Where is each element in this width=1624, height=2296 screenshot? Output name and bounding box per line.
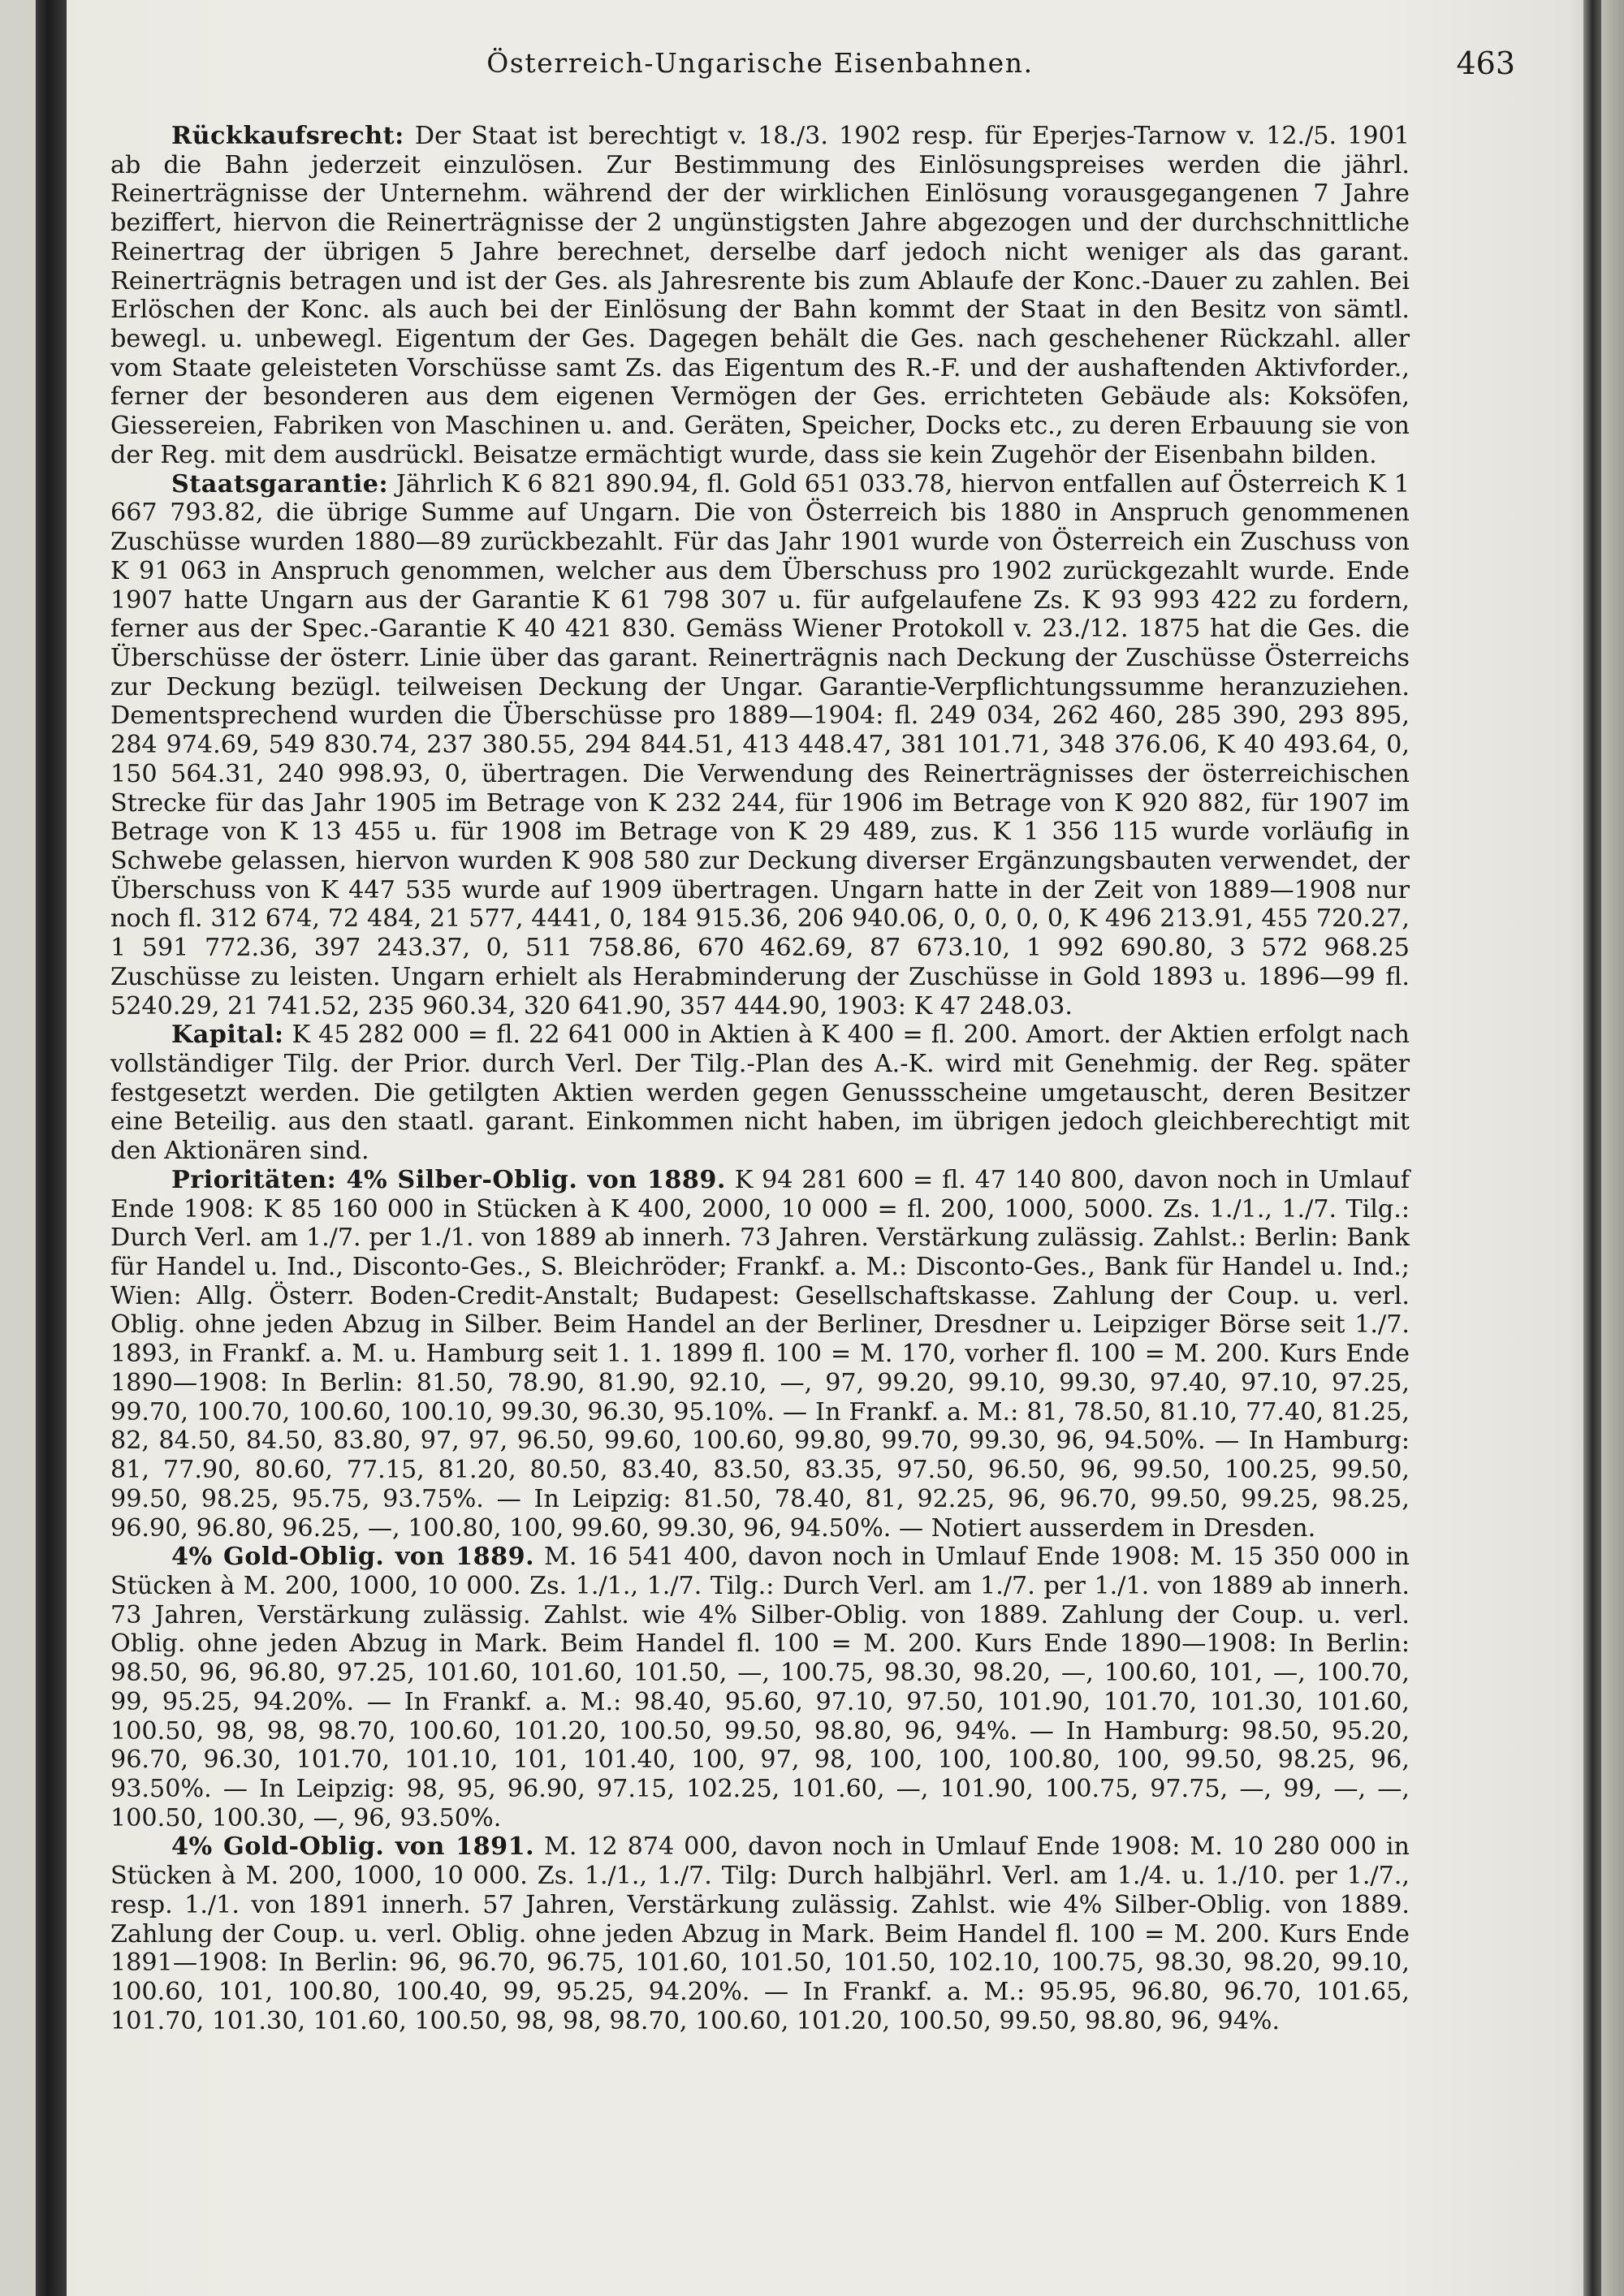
page-header: [110, 45, 1515, 88]
page-edge-right: [1601, 0, 1624, 2296]
page-body: [110, 122, 1410, 2035]
section-text: K 45 282 000 = fl. 22 641 000 in Aktien à K 400 = fl. 200. Amort. der Aktien erfolgt nach vollständiger Tilg. der Prior. durch Verl. Der Tilg.-Plan des A.-K. wird mit Genehmig. der Reg. später festgesetzt werden. Die getilgten Aktien werden gegen Genussscheine umgetauscht, deren Besitzer eine Beteilig. aus den staatl. garant. Einkommen nicht haben, im übrigen jedoch gleichberechtigt mit den Aktionären sind.: [110, 1021, 1410, 1166]
section-heading: 4% Gold-Oblig. von 1891.: [171, 1832, 535, 1862]
paragraph-kapital: [110, 1021, 1410, 1166]
section-text: M. 16 541 400, davon noch in Umlauf Ende 1908: M. 15 350 000 in Stücken à M. 200, 1000, 10 000. Zs. 1./1., 1./7. Tilg.: Durch Verl. am 1./7. per 1./1. von 1889 ab innerh. 73 Jahren, Verstärkung zulässig. Zahlst. wie 4% Silber-Oblig. von 1889. Zahlung der Coup. u. verl. Oblig. ohne jeden Abzug in Mark. Beim Handel fl. 100 = M. 200. Kurs Ende 1890—1908: In Berlin: 98.50, 96, 96.80, 97.25, 101.60, 101.60, 101.50, —, 100.75, 98.30, 98.20, —, 100.60, 101, —, 100.70, 99, 95.25, 94.20%. — In Frankf. a. M.: 98.40, 95.60, 97.10, 97.50, 101.90, 101.70, 101.30, 101.60, 100.50, 98, 98, 98.70, 100.60, 101.20, 100.50, 99.50, 98.80, 96, 94%. — In Hamburg: 98.50, 95.20, 96.70, 96.30, 101.70, 101.10, 101, 101.40, 100, 97, 98, 100, 100, 100.80, 100, 99.50, 98.25, 96, 93.50%. — In Leipzig: 98, 95, 96.90, 97.15, 102.25, 101.60, —, 101.90, 100.75, 97.75, —, 99, —, —, 100.50, 100.30, —, 96, 93.50%.: [110, 1543, 1410, 1832]
paragraph-rueckkaufsrecht: [110, 122, 1410, 470]
paragraph-silber-oblig-1889: [110, 1166, 1410, 1543]
section-heading: Rückkaufsrecht:: [171, 122, 404, 150]
paragraph-staatsgarantie: [110, 470, 1410, 1021]
paragraph-gold-oblig-1889: [110, 1543, 1410, 1832]
paragraph-gold-oblig-1891: [110, 1832, 1410, 2035]
section-heading: Prioritäten: 4% Silber-Oblig. von 1889.: [171, 1165, 726, 1194]
section-heading: Kapital:: [171, 1021, 284, 1050]
binding-shadow-left: [36, 0, 67, 2296]
section-heading: 4% Gold-Oblig. von 1889.: [171, 1543, 535, 1572]
section-text: Jährlich K 6 821 890.94, fl. Gold 651 033.78, hiervon entfallen auf Österreich K 1 667 793.82, die übrige Summe auf Ungarn. Die von Österreich bis 1880 in Anspruch genommenen Zuschüsse wurden 1880—89 zurückbezahlt. Für das Jahr 1901 wurde von Österreich ein Zuschuss von K 91 063 in Anspruch genommen, welcher aus dem Überschuss pro 1902 zurückgezahlt wurde. Ende 1907 hatte Ungarn aus der Garantie K 61 798 307 u. für aufgelaufene Zs. K 93 993 422 zu fordern, ferner aus der Spec.-Garantie K 40 421 830. Gemäss Wiener Protokoll v. 23./12. 1875 hat die Ges. die Überschüsse der österr. Linie über das garant. Reinerträgnis nach Deckung der Zuschüsse Österreichs zur Deckung bezügl. teilweisen Deckung der Ungar. Garantie-Verpflichtungssumme heranzuziehen. Dementsprechend wurden die Überschüsse pro 1889—1904: fl. 249 034, 262 460, 285 390, 293 895, 284 974.69, 549 830.74, 237 380.55, 294 844.51, 413 448.47, 381 101.71, 348 376.06, K 40 493.64, 0, 150 564.31, 240 998.93, 0, übertragen. Die Verwendung des Reinerträgnisses der österreichischen Strecke für das Jahr 1905 im Betrage von K 232 244, für 1906 im Betrage von K 920 882, für 1907 im Betrage von K 13 455 u. für 1908 im Betrage von K 29 489, zus. K 1 356 115 wurde vorläufig in Schwebe gelassen, hiervon wurden K 908 580 zur Deckung diverser Ergänzungsbauten verwendet, der Überschuss von K 447 535 wurde auf 1909 übertragen. Ungarn hatte in der Zeit von 1889—1908 nur noch fl. 312 674, 72 484, 21 577, 4441, 0, 184 915.36, 206 940.06, 0, 0, 0, 0, K 496 213.91, 455 720.27, 1 591 772.36, 397 243.37, 0, 511 758.86, 670 462.69, 87 673.10, 1 992 690.80, 3 572 968.25 Zuschüsse zu leisten. Ungarn erhielt als Herabminderung der Zuschüsse in Gold 1893 u. 1896—99 fl. 5240.29, 21 741.52, 235 960.34, 320 641.90, 357 444.90, 1903: K 47 248.03.: [110, 469, 1410, 1021]
page-number: 463: [1456, 45, 1515, 81]
section-text: K 94 281 600 = fl. 47 140 800, davon noch in Umlauf Ende 1908: K 85 160 000 in Stücken à K 400, 2000, 10 000 = fl. 200, 1000, 5000. Zs. 1./1., 1./7. Tilg.: Durch Verl. am 1./7. per 1./1. von 1889 ab innerh. 73 Jahren. Verstärkung zulässig. Zahlst.: Berlin: Bank für Handel u. Ind., Disconto-Ges., S. Bleichröder; Frankf. a. M.: Disconto-Ges., Bank für Handel u. Ind.; Wien: Allg. Österr. Boden-Credit-Anstalt; Budapest: Gesellschaftskasse. Zahlung der Coup. u. verl. Oblig. ohne jeden Abzug in Silber. Beim Handel an der Berliner, Dresdner u. Leipziger Börse seit 1./7. 1893, in Frankf. a. M. u. Hamburg seit 1. 1. 1899 fl. 100 = M. 170, vorher fl. 100 = M. 200. Kurs Ende 1890—1908: In Berlin: 81.50, 78.90, 81.90, 92.10, —, 97, 99.20, 99.10, 99.30, 97.40, 97.10, 97.25, 99.70, 100.70, 100.60, 100.10, 99.30, 96.30, 95.10%. — In Frankf. a. M.: 81, 78.50, 81.10, 77.40, 81.25, 82, 84.50, 84.50, 83.80, 97, 97, 96.50, 99.60, 100.60, 99.80, 99.70, 99.30, 96, 94.50%. — In Hamburg: 81, 77.90, 80.60, 77.15, 81.20, 80.50, 83.40, 83.50, 83.35, 97.50, 96.50, 96, 99.50, 100.25, 99.50, 99.50, 98.25, 95.75, 93.75%. — In Leipzig: 81.50, 78.40, 81, 92.25, 96, 96.70, 99.50, 99.25, 98.25, 96.90, 96.80, 96.25, —, 100.80, 100, 99.60, 99.30, 96, 94.50%. — Notiert ausserdem in Dresden.: [110, 1165, 1410, 1543]
running-title: Österreich-Ungarische Eisenbahnen.: [486, 47, 1034, 79]
section-heading: Staatsgarantie:: [171, 469, 389, 498]
section-text: M. 12 874 000, davon noch in Umlauf Ende 1908: M. 10 280 000 in Stücken à M. 200, 1000, 10 000. Zs. 1./1., 1./7. Tilg: Durch halbjährl. Verl. am 1./4. u. 1./10. per 1./7., resp. 1./1. von 1891 innerh. 57 Jahren, Verstärkung zulässig. Zahlst. wie 4% Silber-Oblig. von 1889. Zahlung der Coup. u. verl. Oblig. ohne jeden Abzug in Mark. Beim Handel fl. 100 = M. 200. Kurs Ende 1891—1908: In Berlin: 96, 96.70, 96.75, 101.60, 101.50, 101.50, 102.10, 100.75, 98.30, 98.20, 99.10, 100.60, 101, 100.80, 100.40, 99, 95.25, 94.20%. — In Frankf. a. M.: 95.95, 96.80, 96.70, 101.65, 101.70, 101.30, 101.60, 100.50, 98, 98, 98.70, 100.60, 101.20, 100.50, 99.50, 98.80, 96, 94%.: [110, 1832, 1410, 2035]
section-text: Der Staat ist berechtigt v. 18./3. 1902 resp. für Eperjes-Tarnow v. 12./5. 1901 ab die Bahn jederzeit einzulösen. Zur Bestimmung des Einlösungspreises werden die jährl. Reinerträgnisse der Unternehm. während der der wirklichen Einlösung vorausgegangenen 7 Jahre beziffert, hiervon die Reinerträgnisse der 2 ungünstigsten Jahre abgezogen und der durchschnittliche Reinertrag der übrigen 5 Jahre berechnet, derselbe darf jedoch nicht weniger als das garant. Reinerträgnis betragen und ist der Ges. als Jahresrente bis zum Ablaufe der Konc.-Dauer zu zahlen. Bei Erlöschen der Konc. als auch bei der Einlösung der Bahn kommt der Staat in den Besitz von sämtl. bewegl. u. unbewegl. Eigentum der Ges. Dagegen behält die Ges. nach geschehener Rückzahl. aller vom Staate geleisteten Vorschüsse samt Zs. das Eigentum des R.-F. und der aushaftenden Aktivforder., ferner der besonderen aus dem eigenen Vermögen der Ges. errichteten Gebäude als: Koksöfen, Giessereien, Fabriken von Maschinen u. and. Geräten, Speicher, Docks etc., zu deren Erbauung sie von der Reg. mit dem ausdrückl. Beisatze ermächtigt wurde, dass sie kein Zugehör der Eisenbahn bilden.: [110, 122, 1410, 469]
binding-shadow-right: [1583, 0, 1601, 2296]
page-edge-left: [0, 0, 36, 2296]
